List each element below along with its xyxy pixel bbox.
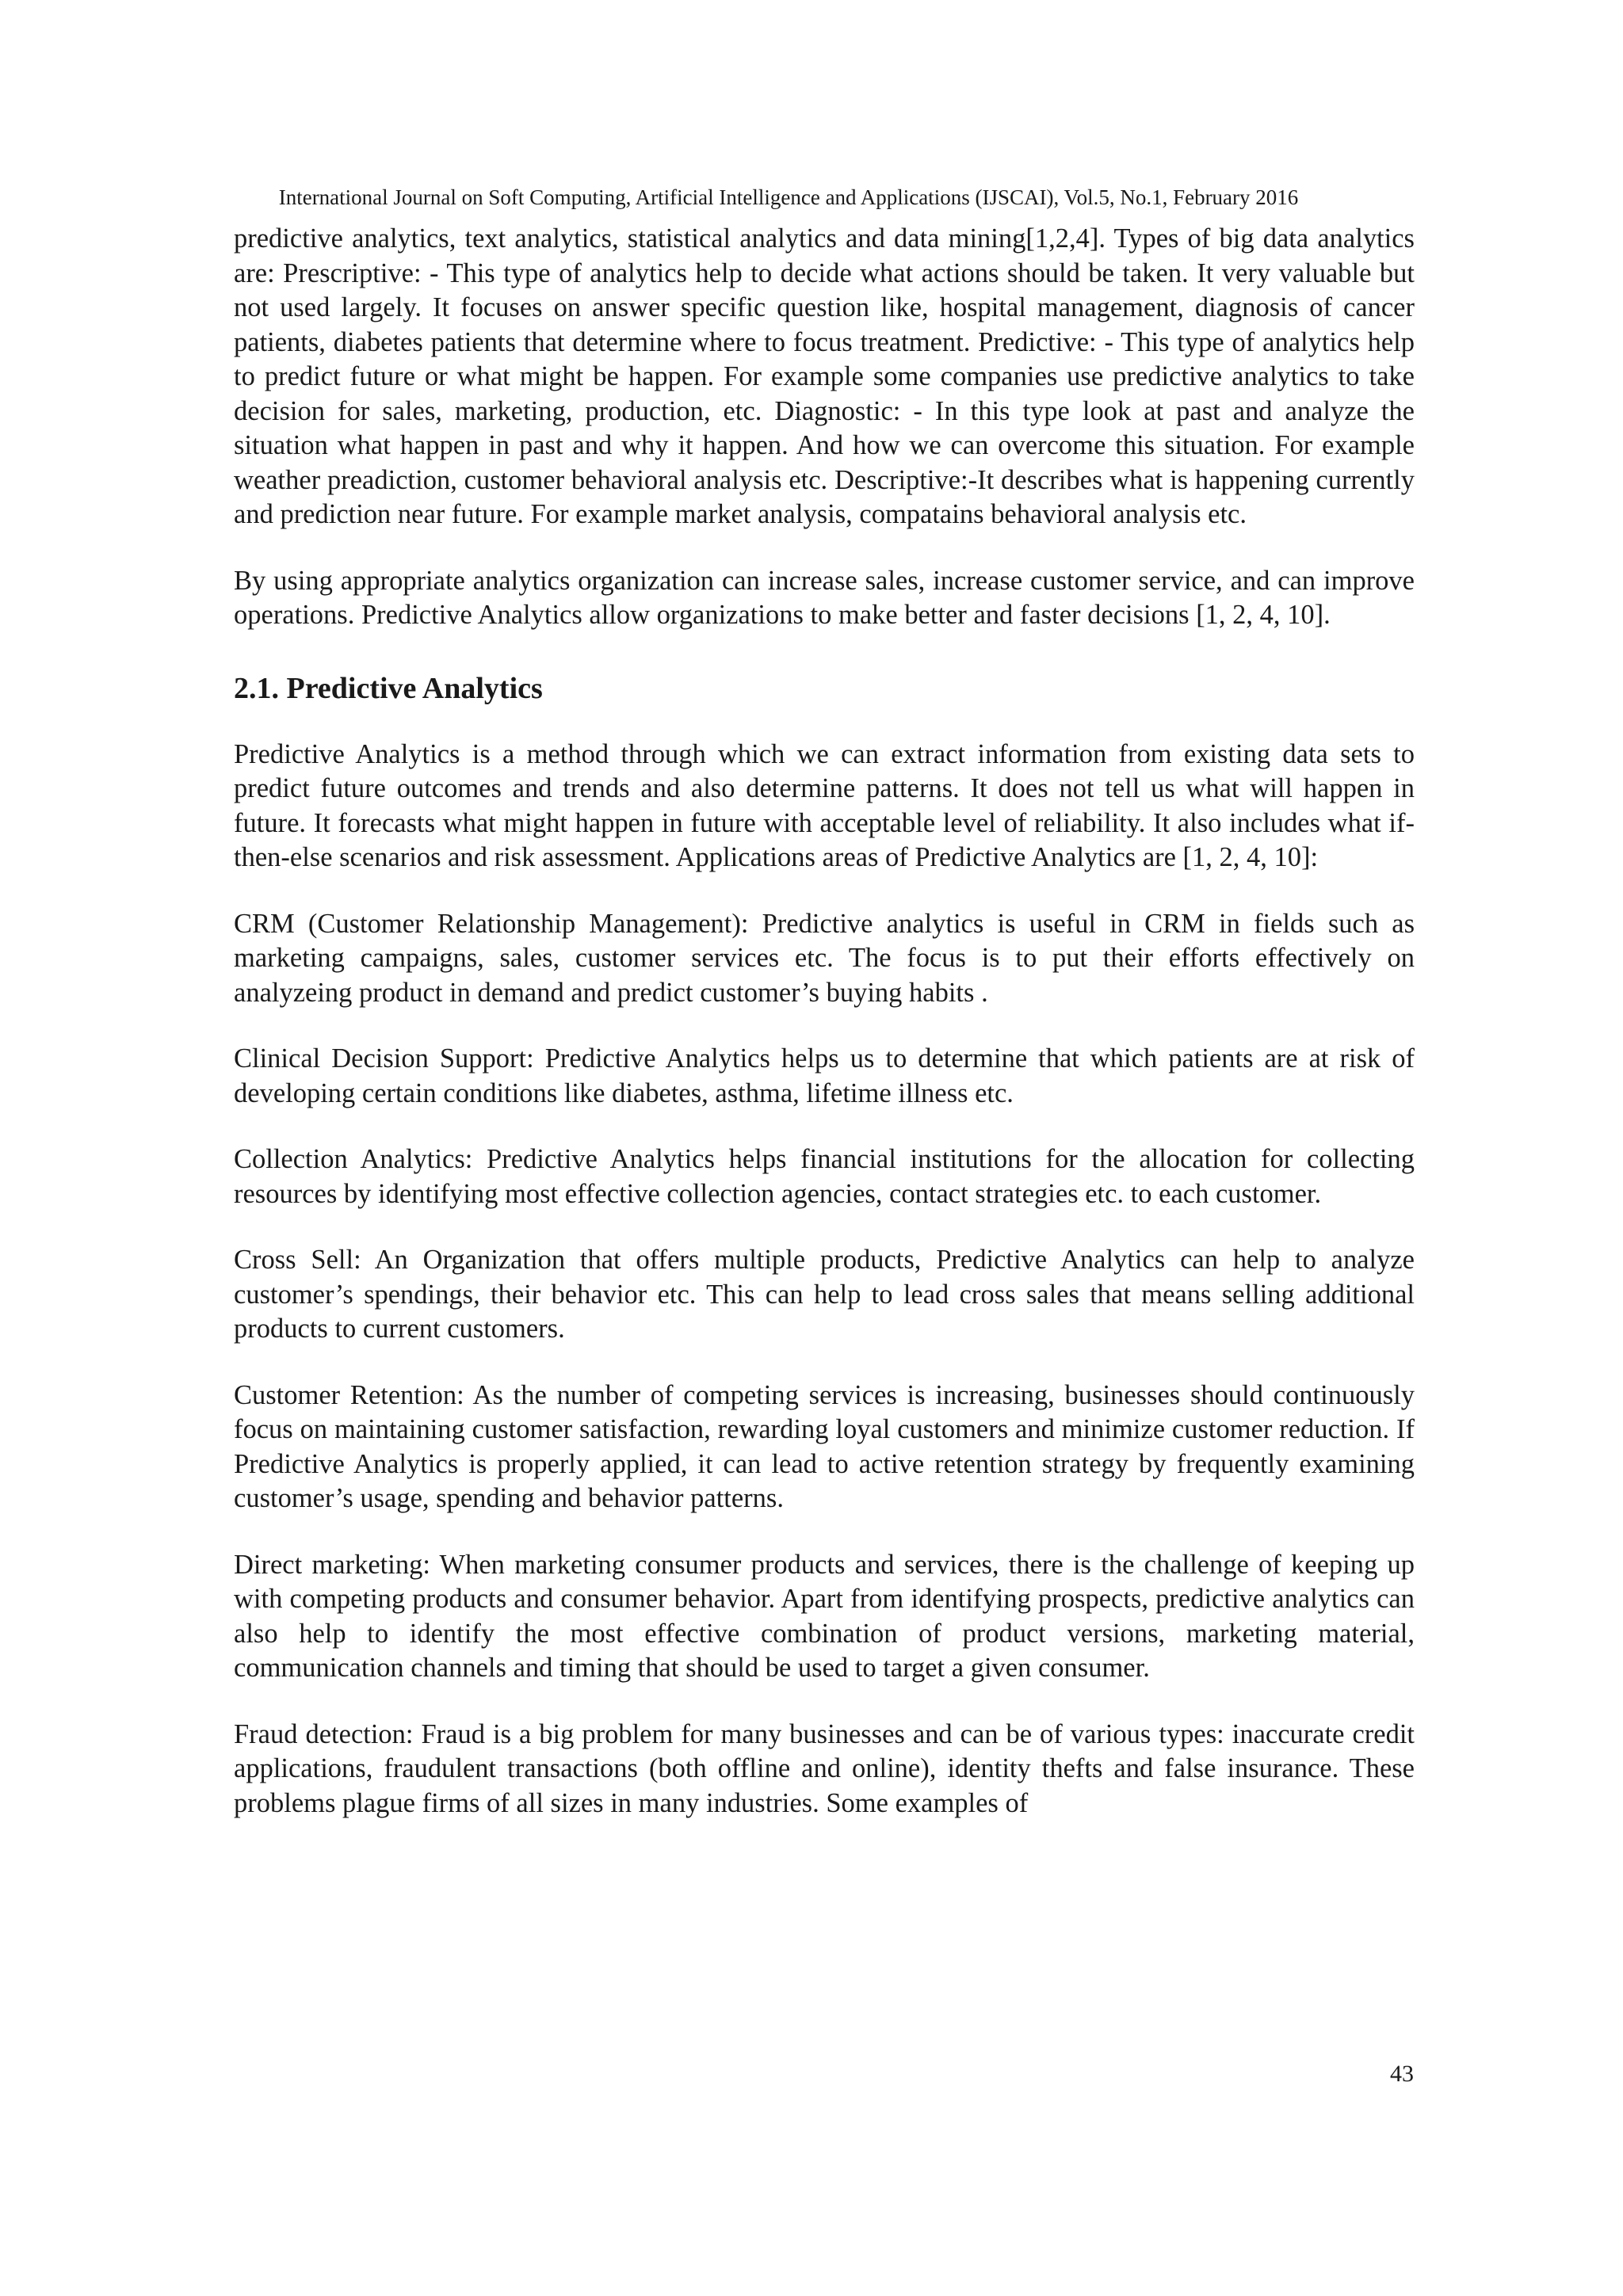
paragraph-collection-analytics: Collection Analytics: Predictive Analytics helps financial institutions for the allocation for collecting resources by identifying most effective collection agencies, contact strategies etc. to each customer. [234, 1144, 1415, 1209]
paragraph-analytics-types: predictive analytics, text analytics, statistical analytics and data mining[1,2,4]. Types of big data analytics are: Prescriptive: - This type of analytics help to decide what actions should be taken. It very valuable but not used largely. It focuses on answer specific question like, hospital management, diagnosis of cancer patients, diabetes patients that determine where to focus treatment. Predictive: - This type of analytics help to predict future or what might be happen. For example some companies use predictive analytics to take decision for sales, marketing, production, etc. Diagnostic: - In this type look at past and analyze the situation what happen in past and why it happen. And how we can overcome this situation. For example weather preadiction, customer behavioral analysis etc. Descriptive:-It describes what is happening currently and prediction near future. For example market analysis, compatains behavioral analysis etc. [234, 223, 1415, 529]
paragraph-appropriate-analytics: By using appropriate analytics organization can increase sales, increase customer service, and can improve operations. Predictive Analytics allow organizations to make better and faster decisions [1, 2, 4, 10]. [234, 565, 1415, 630]
paragraph-fraud-detection: Fraud detection: Fraud is a big problem for many businesses and can be of various types: inaccurate credit applications, fraudulent transactions (both offline and online), identity thefts and false insurance. These problems plague firms of all sizes in many industries. Some examples of [234, 1718, 1415, 1818]
paragraph-customer-retention: Customer Retention: As the number of competing services is increasing, businesses should continuously focus on maintaining customer satisfaction, rewarding loyal customers and minimize customer reduction. If Predictive Analytics is properly applied, it can lead to active retention strategy by frequently examining customer’s usage, spending and behavior patterns. [234, 1379, 1415, 1513]
running-header: International Journal on Soft Computing, Artificial Intelligence and Applications (IJSCAI), Vol.5, No.1, February 2016 [278, 185, 1299, 209]
paragraph-crm: CRM (Customer Relationship Management): Predictive analytics is useful in CRM in fields such as marketing campaigns, sales, customer services etc. The focus is to put their efforts effectively on analyzeing product in demand and predict customer’s buying habits . [234, 908, 1415, 1008]
page-number: 43 [1390, 2061, 1414, 2087]
section-heading-predictive-analytics: 2.1. Predictive Analytics [234, 671, 543, 705]
paragraph-cross-sell: Cross Sell: An Organization that offers multiple products, Predictive Analytics can help to analyze customer’s spendings, their behavior etc. This can help to lead cross sales that means selling additional products to current customers. [234, 1245, 1415, 1344]
paragraph-predictive-definition: Predictive Analytics is a method through which we can extract information from existing data sets to predict future outcomes and trends and also determine patterns. It does not tell us what will happen in future. It forecasts what might happen in future with acceptable level of reliability. It also includes what if-then-else scenarios and risk assessment. Applications areas of Predictive Analytics are [1, 2, 4, 10]: [234, 738, 1415, 872]
paragraph-clinical-decision-support: Clinical Decision Support: Predictive Analytics helps us to determine that which patients are at risk of developing certain conditions like diabetes, asthma, lifetime illness etc. [234, 1043, 1415, 1108]
paragraph-direct-marketing: Direct marketing: When marketing consumer products and services, there is the challenge of keeping up with competing products and consumer behavior. Apart from identifying prospects, predictive analytics can also help to identify the most effective combination of product versions, marketing material, communication channels and timing that should be used to target a given consumer. [234, 1549, 1415, 1683]
body-text [234, 222, 1415, 1852]
